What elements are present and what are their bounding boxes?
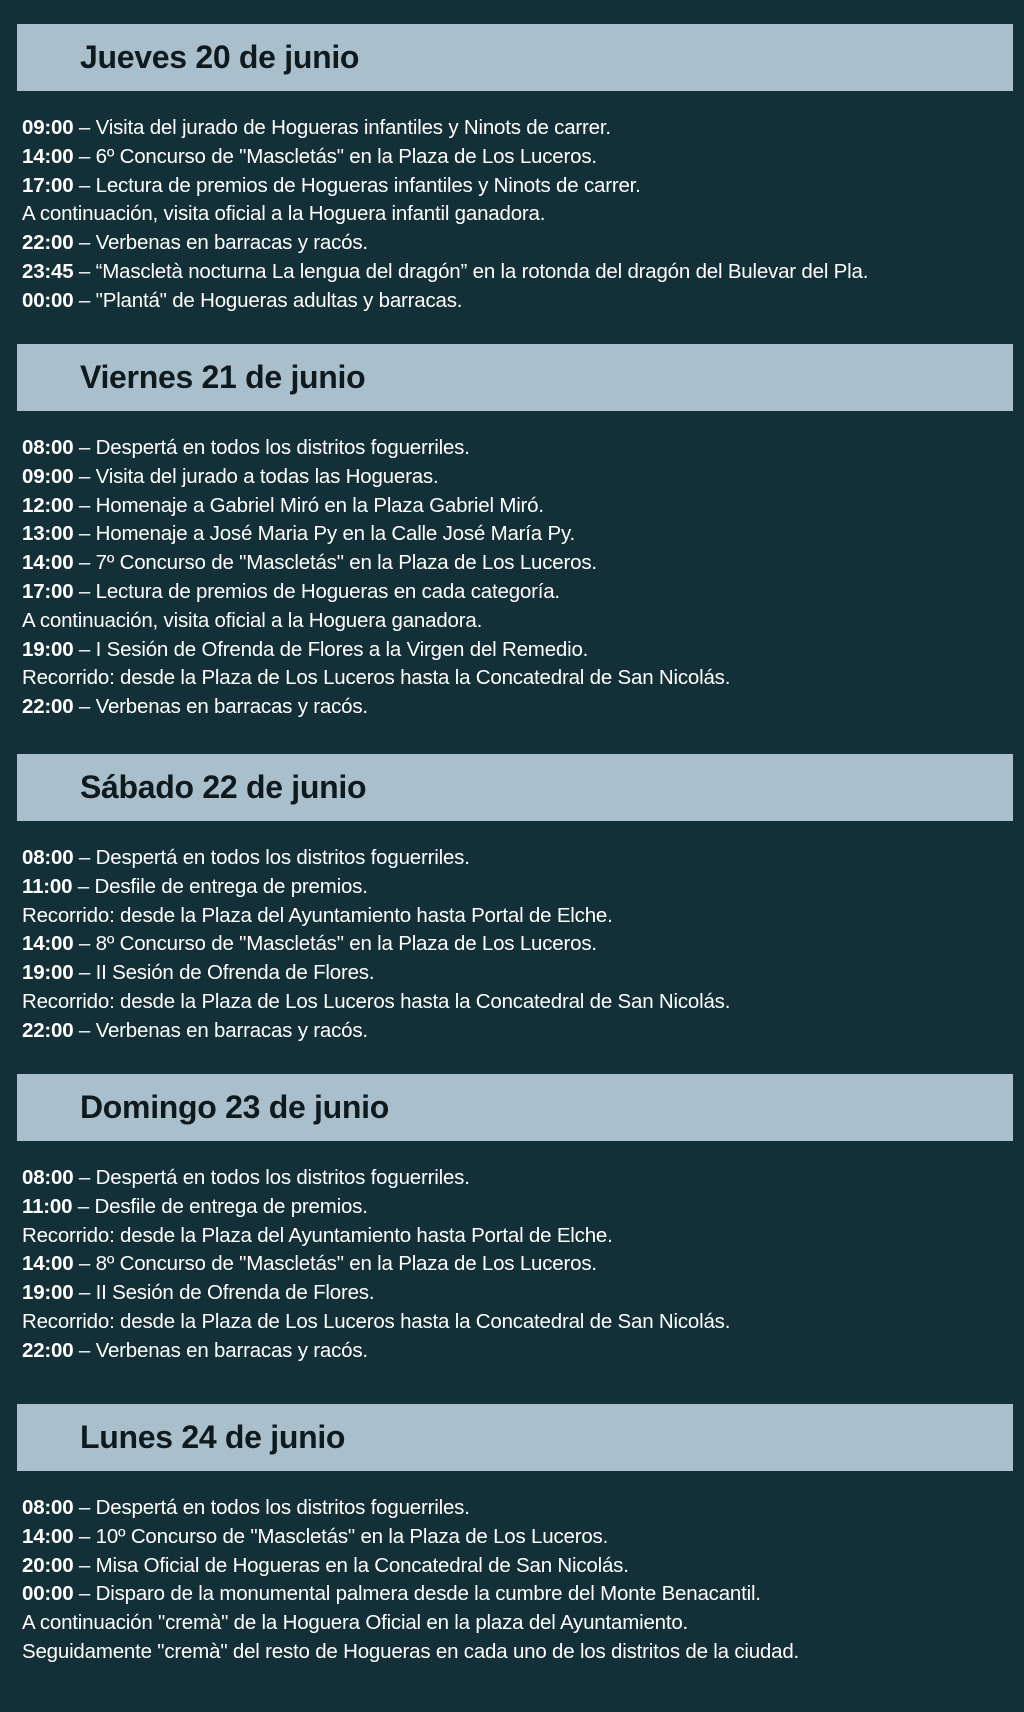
event-description: Recorrido: desde la Plaza del Ayuntamiento hasta Portal de Elche.	[22, 903, 613, 927]
event-separator: –	[73, 173, 96, 197]
event-separator: –	[73, 932, 96, 956]
event-separator: –	[73, 144, 96, 168]
event-note-row	[22, 1609, 1024, 1638]
event-note-row	[22, 1222, 1024, 1251]
event-time: 14:00	[22, 551, 74, 575]
event-description: Recorrido: desde la Plaza del Ayuntamiento hasta Portal de Elche.	[22, 1223, 613, 1247]
event-description: Lectura de premios de Hogueras en cada categoría.	[95, 579, 560, 603]
event-list	[0, 434, 1024, 722]
event-description: Verbenas en barracas y racós.	[95, 695, 368, 719]
event-row	[22, 1250, 1024, 1279]
event-separator: –	[73, 551, 96, 575]
event-time: 20:00	[22, 1553, 74, 1577]
day-header	[17, 344, 1013, 411]
event-description: "Plantá" de Hogueras adultas y barracas.	[95, 288, 463, 312]
event-description: 7º Concurso de "Mascletás" en la Plaza de Los Luceros.	[95, 551, 597, 575]
event-separator: –	[73, 1582, 96, 1606]
event-separator: –	[73, 846, 96, 869]
day-section-jueves	[0, 24, 1024, 316]
event-row	[22, 1523, 1024, 1552]
event-separator: –	[73, 1496, 96, 1519]
event-separator: –	[73, 231, 96, 255]
event-description: Despertá en todos los distritos foguerriles.	[95, 436, 470, 459]
event-row	[22, 463, 1024, 492]
event-row	[22, 959, 1024, 988]
event-separator: –	[73, 464, 96, 488]
day-section-sabado	[0, 754, 1024, 1046]
day-title: Domingo 23 de junio	[80, 1089, 389, 1125]
event-row	[22, 1552, 1024, 1581]
event-separator: –	[73, 1018, 96, 1042]
event-row	[22, 434, 1024, 463]
event-separator: –	[73, 1252, 96, 1276]
event-separator: –	[73, 1281, 96, 1305]
day-title: Viernes 21 de junio	[80, 359, 366, 395]
event-time: 11:00	[22, 874, 73, 898]
event-note-row	[22, 988, 1024, 1017]
event-list	[0, 1164, 1024, 1366]
event-time: 00:00	[22, 288, 74, 312]
event-description: Homenaje a José Maria Py en la Calle José María Py.	[95, 522, 575, 546]
event-row	[22, 578, 1024, 607]
event-time: 17:00	[22, 579, 74, 603]
event-description: Despertá en todos los distritos foguerriles.	[95, 1496, 470, 1519]
day-section-domingo	[0, 1074, 1024, 1366]
event-row	[22, 1164, 1024, 1193]
event-separator: –	[73, 1166, 96, 1189]
day-header	[17, 754, 1013, 821]
event-note-row	[22, 200, 1024, 229]
event-separator: –	[73, 961, 96, 985]
event-note-row	[22, 902, 1024, 931]
event-row	[22, 258, 1024, 287]
event-description: 6º Concurso de "Mascletás" en la Plaza de Los Luceros.	[95, 144, 597, 168]
event-row	[22, 143, 1024, 172]
event-row	[22, 1580, 1024, 1609]
event-row	[22, 636, 1024, 665]
event-time: 11:00	[22, 1194, 73, 1218]
event-description: Seguidamente "cremà" del resto de Hogueras en cada uno de los distritos de la ciudad.	[22, 1639, 800, 1663]
event-separator: –	[73, 695, 96, 719]
event-description: A continuación "cremà" de la Hoguera Oficial en la plaza del Ayuntamiento.	[22, 1611, 689, 1635]
event-description: Desfile de entrega de premios.	[94, 1194, 368, 1218]
event-description: Desfile de entrega de premios.	[94, 874, 368, 898]
event-description: A continuación, visita oficial a la Hoguera infantil ganadora.	[22, 202, 546, 226]
day-header	[17, 1404, 1013, 1471]
event-row	[22, 873, 1024, 902]
event-description: Lectura de premios de Hogueras infantiles y Ninots de carrer.	[95, 173, 641, 197]
event-row	[22, 492, 1024, 521]
event-description: Recorrido: desde la Plaza de Los Luceros hasta la Concatedral de San Nicolás.	[22, 666, 731, 690]
event-separator: –	[73, 1553, 96, 1577]
event-separator: –	[73, 1338, 96, 1362]
event-time: 14:00	[22, 144, 74, 168]
event-description: Despertá en todos los distritos foguerriles.	[95, 846, 470, 869]
event-time: 17:00	[22, 173, 74, 197]
day-header	[17, 1074, 1013, 1141]
event-description: II Sesión de Ofrenda de Flores.	[95, 961, 375, 985]
event-list	[0, 114, 1024, 316]
event-row	[22, 930, 1024, 959]
event-row	[22, 172, 1024, 201]
event-time: 00:00	[22, 1582, 74, 1606]
event-time: 09:00	[22, 116, 74, 139]
event-description: I Sesión de Ofrenda de Flores a la Virgen del Remedio.	[95, 637, 589, 661]
event-row	[22, 1193, 1024, 1222]
event-note-row	[22, 664, 1024, 693]
event-description: 10º Concurso de "Mascletás" en la Plaza de Los Luceros.	[95, 1524, 609, 1548]
event-separator: –	[73, 579, 96, 603]
event-time: 14:00	[22, 932, 74, 956]
day-section-viernes	[0, 344, 1024, 722]
event-time: 23:45	[22, 259, 74, 283]
event-row	[22, 549, 1024, 578]
event-separator: –	[73, 637, 96, 661]
event-row	[22, 1494, 1024, 1523]
event-description: 8º Concurso de "Mascletás" en la Plaza de Los Luceros.	[95, 932, 597, 956]
event-list	[0, 1494, 1024, 1667]
event-time: 22:00	[22, 1338, 74, 1362]
event-separator: –	[73, 288, 96, 312]
event-note-row	[22, 1638, 1024, 1667]
event-time: 09:00	[22, 464, 74, 488]
event-time: 19:00	[22, 637, 74, 661]
event-description: Homenaje a Gabriel Miró en la Plaza Gabriel Miró.	[95, 493, 544, 517]
event-separator: –	[72, 1194, 95, 1218]
event-description: Verbenas en barracas y racós.	[95, 231, 368, 255]
event-time: 08:00	[22, 1496, 74, 1519]
event-description: 8º Concurso de "Mascletás" en la Plaza de Los Luceros.	[95, 1252, 597, 1276]
event-row	[22, 287, 1024, 316]
event-time: 13:00	[22, 522, 74, 546]
event-row	[22, 693, 1024, 722]
day-section-lunes	[0, 1404, 1024, 1667]
event-description: Recorrido: desde la Plaza de Los Luceros hasta la Concatedral de San Nicolás.	[22, 1309, 731, 1333]
event-row	[22, 1279, 1024, 1308]
event-list	[0, 844, 1024, 1046]
event-time: 08:00	[22, 436, 74, 459]
event-time: 14:00	[22, 1252, 74, 1276]
event-time: 22:00	[22, 695, 74, 719]
event-time: 08:00	[22, 1166, 74, 1189]
event-time: 14:00	[22, 1524, 74, 1548]
event-separator: –	[73, 436, 96, 459]
event-separator: –	[73, 522, 96, 546]
event-row	[22, 844, 1024, 873]
event-description: Despertá en todos los distritos foguerriles.	[95, 1166, 470, 1189]
event-separator: –	[73, 116, 96, 139]
day-title: Sábado 22 de junio	[80, 769, 367, 805]
event-time: 08:00	[22, 846, 74, 869]
event-description: Visita del jurado de Hogueras infantiles y Ninots de carrer.	[95, 116, 611, 139]
event-row	[22, 229, 1024, 258]
event-separator: –	[73, 1524, 96, 1548]
event-description: “Mascletà nocturna La lengua del dragón” en la rotonda del dragón del Bulevar del Pla.	[95, 259, 869, 283]
event-row	[22, 520, 1024, 549]
event-time: 22:00	[22, 1018, 74, 1042]
event-note-row	[22, 607, 1024, 636]
event-time: 22:00	[22, 231, 74, 255]
event-description: Misa Oficial de Hogueras en la Concatedral de San Nicolás.	[95, 1553, 629, 1577]
event-row	[22, 1017, 1024, 1046]
event-description: Disparo de la monumental palmera desde la cumbre del Monte Benacantil.	[95, 1582, 761, 1606]
event-separator: –	[72, 874, 95, 898]
day-title: Jueves 20 de junio	[80, 39, 360, 75]
event-time: 12:00	[22, 493, 74, 517]
event-description: Visita del jurado a todas las Hogueras.	[95, 464, 439, 488]
event-row	[22, 114, 1024, 143]
event-description: Verbenas en barracas y racós.	[95, 1338, 368, 1362]
event-separator: –	[73, 259, 96, 283]
event-description: Verbenas en barracas y racós.	[95, 1018, 368, 1042]
event-description: Recorrido: desde la Plaza de Los Luceros hasta la Concatedral de San Nicolás.	[22, 989, 731, 1013]
event-description: A continuación, visita oficial a la Hoguera ganadora.	[22, 608, 483, 632]
event-description: II Sesión de Ofrenda de Flores.	[95, 1281, 375, 1305]
event-note-row	[22, 1308, 1024, 1337]
event-separator: –	[73, 493, 96, 517]
event-time: 19:00	[22, 1281, 74, 1305]
event-time: 19:00	[22, 961, 74, 985]
event-row	[22, 1337, 1024, 1366]
day-header	[17, 24, 1013, 91]
day-title: Lunes 24 de junio	[80, 1419, 346, 1455]
